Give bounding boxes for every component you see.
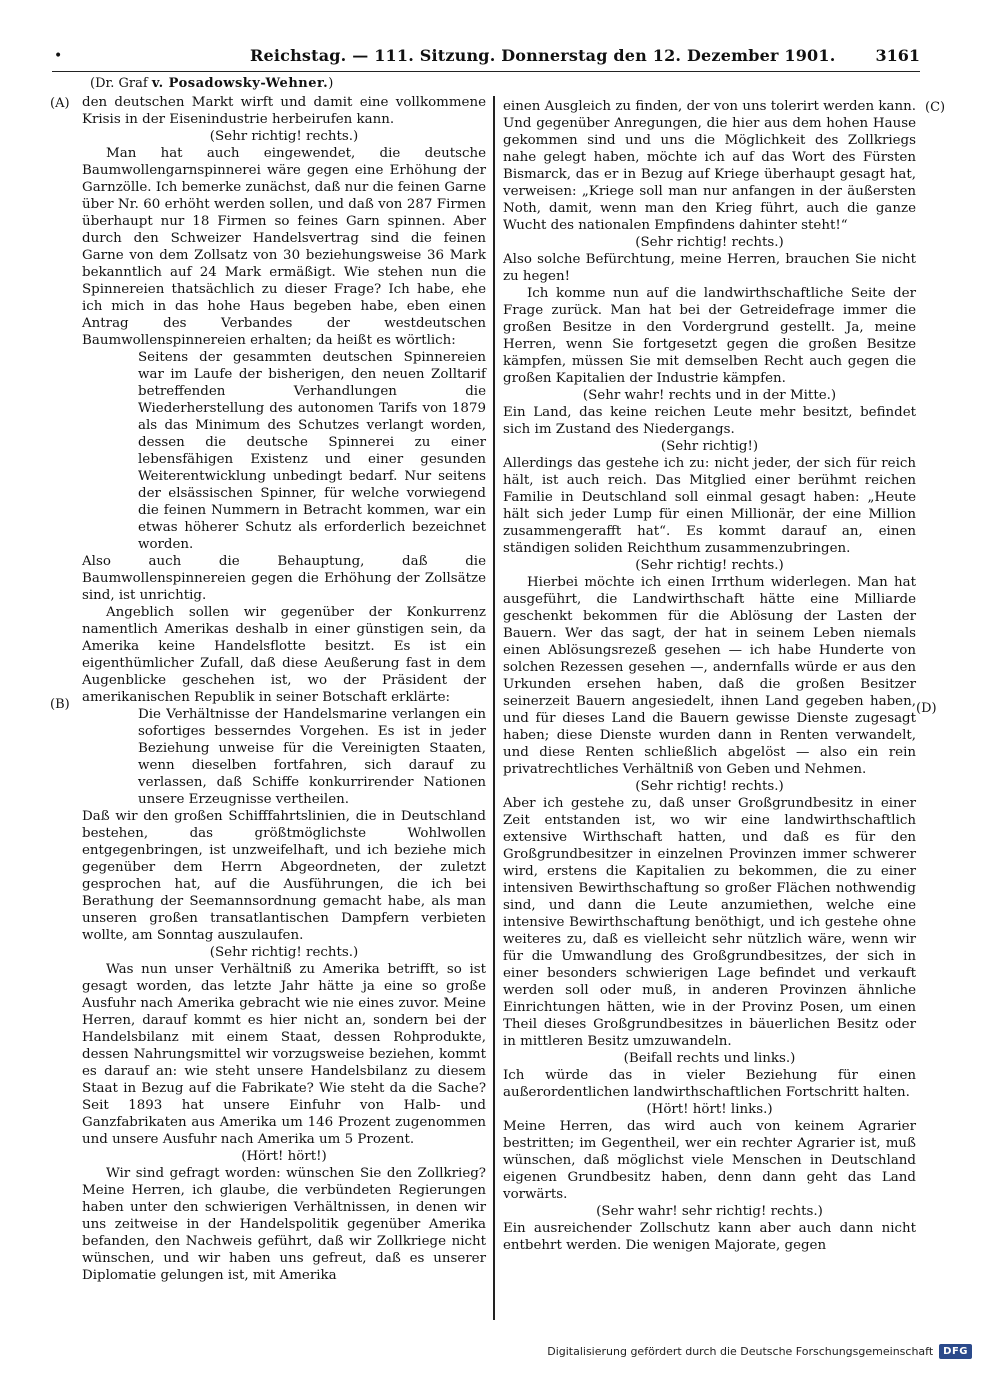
paragraph: Allerdings das gestehe ich zu: nicht jeder, der sich für reich hält, ist auch reich. Das Mitglied einer berühmt reichen Familie in Deutschland soll einmal gesagt haben: „Heute hält sich jeder Lump für einen Millionär, der eine Million zusammengerafft hat“. Es kommt darauf an, einen ständigen soliden Reichthum zusammenzubringen. — [503, 456, 916, 556]
margin-marker-a: (A) — [50, 96, 70, 111]
interjection: (Sehr wahr! rechts und in der Mitte.) — [582, 388, 837, 403]
paragraph: Ich würde das in vieler Beziehung für einen außerordentlichen landwirthschaftlichen Fortschritt halten. — [503, 1068, 916, 1100]
paragraph: Man hat auch eingewendet, die deutsche Baumwollengarnspinnerei wäre gegen eine Erhöhung der Garnzölle. Ich bemerke zunächst, daß nur die feinen Garne über Nr. 60 erhöht werden sollen, und daß von 287 Firmen überhaupt nur 18 Firmen so feines Garn spinnen. Aber durch den Schweizer Handelsvertrag sind die feinen Garne von dem Zollsatz von 30 beziehungsweise 36 Mark bekanntlich auf 24 Mark ermäßigt. Wie stehen nun die Spinnereien thatsächlich zu dieser Frage? Ich habe, ehe ich mich in das hohe Haus begeben habe, eben einen Antrag des Verbandes der westdeutschen Baumwollenspinnereien erhalten; da heißt es wörtlich: — [82, 146, 486, 348]
paragraph: Meine Herren, das wird auch von keinem Agrarier bestritten; im Gegentheil, wer ein rechter Agrarier ist, muß wünschen, daß möglichst viele Menschen in Deutschland eigenen Grundbesitz haben, denn dann geht das Land vorwärts. — [503, 1119, 916, 1202]
interjection: (Sehr wahr! sehr richtig! rechts.) — [596, 1204, 823, 1219]
paragraph: Daß wir den großen Schifffahrtslinien, die in Deutschland bestehen, das größtmöglichste Wohlwollen entgegenbringen, ist unzweifelhaft, und ich beziehe mich gegenüber dem Herrn Abgeordneten, der zuletzt gesprochen hat, auf die Ausführungen, die ich bei Berathung der Seemannsordnung gemacht habe, als man unseren großen transatlantischen Dampfern verbieten wollte, am Sonntag auszulaufen. — [82, 809, 486, 943]
margin-marker-b: (B) — [50, 697, 70, 712]
header-rule — [52, 71, 920, 72]
paragraph: Also solche Befürchtung, meine Herren, brauchen Sie nicht zu hegen! — [503, 252, 916, 284]
paragraph: Hierbei möchte ich einen Irrthum widerlegen. Man hat ausgeführt, die Landwirthschaft hätte eine Milliarde geschenkt bekommen für die Ablösung der Lasten der Bauern. Wer das sagt, der hat in seinem Leben niemals einen Ablösungsrezeß gesehen — ich habe Hunderte von solchen Rezessen gesehen —, andernfalls würde er aus den Urkunden ersehen haben, daß die großen Besitzer seinerzeit Bauern angesiedelt, ihnen Land gegeben haben, und für dieses Land die Bauern gewisse Dienste zugesagt haben; diese Dienste wurden dann in Renten verwandelt, und diese Renten schließlich abgelöst — also ein rein privatrechtliches Verhältniß von Geben und Nehmen. — [503, 575, 916, 777]
paragraph: den deutschen Markt wirft und damit eine vollkommene Krisis in der Eisenindustrie herbeirufen kann. — [82, 95, 486, 127]
footer-text: Digitalisierung gefördert durch die Deutsche Forschungsgemeinschaft — [547, 1345, 934, 1358]
dfg-logo: DFG — [939, 1344, 972, 1359]
paragraph: Ich komme nun auf die landwirthschaftliche Seite der Frage zurück. Man hat bei der Getreidefrage immer die großen Besitze in den Vordergrund gestellt. Ja, meine Herren, wenn Sie fortgesetzt gegen die großen Besitze kämpfen, müssen Sie mit demselben Recht auch gegen die großen Kapitalien der Industrie kämpfen. — [503, 286, 916, 386]
paragraph: Angeblich sollen wir gegenüber der Konkurrenz namentlich Amerikas deshalb in einer günstigen sein, da Amerika keine Handelsflotte besitzt. Es ist ein eigenthümlicher Zufall, daß diese Aeußerung fast in dem Augenblicke geschehen ist, wo der Präsident der amerikanischen Republik in seiner Botschaft erklärte: — [82, 605, 486, 705]
header-title: Reichstag. — 111. Sitzung. Donnerstag den 12. Dezember 1901. — [250, 46, 836, 65]
interjection: (Sehr richtig! rechts.) — [635, 779, 784, 794]
speaker-suffix: ) — [328, 76, 334, 91]
paragraph: Wir sind gefragt worden: wünschen Sie den Zollkrieg? Meine Herren, ich glaube, die verbündeten Regierungen haben unter den schwierigen Verhältnissen, in denen wir uns zeitweise in der Handelspolitik gegenüber Amerika befanden, den Nachweis geführt, daß wir Zollkriege nicht wünschen, und wir haben uns gefreut, daß es unserer Diplomatie gelungen ist, mit Amerika — [82, 1166, 486, 1283]
interjection: (Sehr richtig! rechts.) — [209, 945, 359, 960]
margin-marker-d: (D) — [916, 701, 937, 716]
left-column — [82, 94, 486, 1284]
interjection: (Sehr richtig! rechts.) — [635, 558, 784, 573]
interjection: (Sehr richtig!) — [660, 439, 759, 454]
interjection: (Hört! hört! links.) — [646, 1102, 773, 1117]
interjection: (Sehr richtig! rechts.) — [209, 129, 359, 144]
right-column — [503, 98, 916, 1254]
speaker-name: v. Posadowsky-Wehner. — [151, 76, 329, 91]
header-bullet: • — [54, 48, 63, 64]
interjection: (Hört! hört!) — [241, 1149, 327, 1164]
interjection: (Sehr richtig! rechts.) — [635, 235, 784, 250]
page-number: 3161 — [875, 46, 920, 65]
paragraph: Aber ich gestehe zu, daß unser Großgrundbesitz in einer Zeit entstanden ist, wo wir eine landwirthschaftlich extensive Wirthschaft hatten, und daß es für den Großgrundbesitzer in einzelnen Provinzen immer schwerer wird, erstens die Kapitalien zu bekommen, die zu einer intensiven Bewirthschaftung so großer Flächen nothwendig sind, und dann die Leute anzumiethen, welche eine intensive Bewirthschaftung benöthigt, und ich gestehe ohne weiteres zu, daß es vielleicht sehr nützlich wäre, wenn wir für die Umwandlung des Großgrundbesitzes, der sich in einer besonders schwierigen Lage befindet und verkauft werden soll oder muß, in anderen Provinzen ähnliche Einrichtungen hätten, wie in der Provinz Posen, um einen Theil dieses Großgrundbesitzes in bäuerlichen Besitz oder in mittleren Besitz umzuwandeln. — [503, 796, 916, 1049]
paragraph: einen Ausgleich zu finden, der von uns tolerirt werden kann. Und gegenüber Anregungen, die hier aus dem hohen Hause gekommen sind und uns die Möglichkeit des Zollkriegs nahe gelegt haben, möchte ich auf das Wort des Fürsten Bismarck, das er in Bezug auf Kriege überhaupt gesagt hat, verweisen: „Kriege soll man nur anfangen in der äußersten Noth, damit, wenn man den Krieg führt, auch die ganze Wucht des nationalen Empfindens dahinter steht!“ — [503, 99, 916, 233]
interjection: (Beifall rechts und links.) — [623, 1051, 796, 1066]
paragraph: Also auch die Behauptung, daß die Baumwollenspinnereien gegen die Erhöhung der Zollsätze sind, ist unrichtig. — [82, 554, 486, 603]
paragraph: Ein ausreichender Zollschutz kann aber auch dann nicht entbehrt werden. Die wenigen Majorate, gegen — [503, 1221, 916, 1253]
speaker-line — [90, 76, 333, 91]
block-quote: Seitens der gesammten deutschen Spinnereien war im Laufe der bisherigen, den neuen Zolltarif betreffenden Verhandlungen die Wiederherstellung des autonomen Tarifs von 1879 als das Minimum des Schutzes verlangt worden, dessen die deutsche Spinnerei zu einer lebensfähigen Existenz und einer gesunden Weiterentwicklung unbedingt bedarf. Nur seitens der elsässischen Spinner, für welche vorwiegend die feinen Nummern in Betracht kommen, war ein etwas höherer Schutz als erforderlich bezeichnet worden. — [138, 350, 486, 552]
margin-marker-c: (C) — [925, 100, 946, 115]
column-divider — [493, 96, 495, 1320]
block-quote: Die Verhältnisse der Handelsmarine verlangen ein sofortiges besserndes Vorgehen. Es ist in jeder Beziehung unweise für die Vereinigten Staaten, wenn dieselben fortfahren, sich darauf zu verlassen, daß Schiffe konkurrirender Nationen unsere Erzeugnisse vertheilen. — [138, 707, 486, 807]
paragraph: Was nun unser Verhältniß zu Amerika betrifft, so ist gesagt worden, das letzte Jahr hätte ja eine so große Ausfuhr nach Amerika gebracht wie nie eines zuvor. Meine Herren, darauf kommt es hier nicht an, sondern bei der Handelsbilanz mit einem Staat, dessen Rohprodukte, dessen Nahrungsmittel wir vorzugsweise beziehen, kommt es darauf an: wie steht unsere Handelsbilanz zu diesem Staat in Bezug auf die Fabrikate? Wie steht da die Sache? Seit 1893 hat unsere Einfuhr von Halb- und Ganzfabrikaten aus Amerika um 146 Prozent zugenommen und unsere Ausfuhr nach Amerika um 5 Prozent. — [82, 962, 486, 1147]
digitization-footer — [547, 1344, 972, 1359]
speaker-prefix: (Dr. Graf — [90, 76, 148, 91]
page-header — [50, 46, 920, 72]
paragraph: Ein Land, das keine reichen Leute mehr besitzt, befindet sich im Zustand des Niedergangs. — [503, 405, 916, 437]
